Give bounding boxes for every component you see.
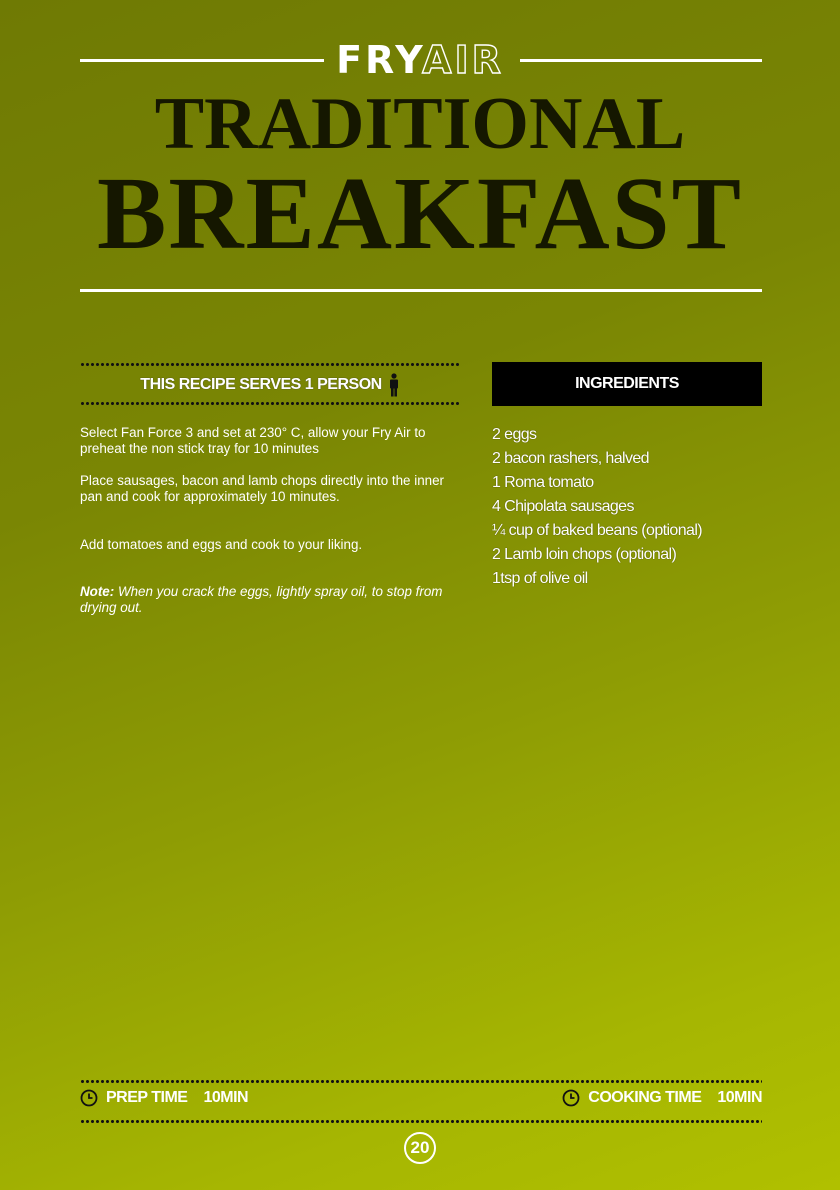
brand-logo-fry: FRY bbox=[336, 38, 423, 82]
note-label: Note: bbox=[80, 584, 115, 599]
method-step-2: Place sausages, bacon and lamb chops directly into the inner pan and cook for approximately 10 minutes. bbox=[80, 473, 444, 504]
ingredient-item: 2 bacon rashers, halved bbox=[492, 450, 649, 467]
prep-time bbox=[80, 1089, 248, 1107]
note-text: When you crack the eggs, lightly spray oil, to stop from drying out. bbox=[80, 584, 443, 615]
footer-dotted-rule-bottom bbox=[80, 1119, 762, 1124]
recipe-title-line2: BREAKFAST bbox=[97, 156, 743, 271]
serves-label: THIS RECIPE SERVES 1 PERSON bbox=[140, 376, 382, 393]
serves-banner bbox=[80, 372, 460, 398]
page-number: 20 bbox=[404, 1132, 436, 1164]
clock-icon bbox=[80, 1089, 98, 1107]
brand-logo-air: AIR bbox=[422, 38, 504, 82]
serves-dotted-rule-top bbox=[80, 362, 460, 367]
ingredient-item: 2 eggs bbox=[492, 426, 537, 443]
title-divider bbox=[80, 289, 762, 292]
cooking-time-label: COOKING TIME bbox=[588, 1089, 702, 1106]
recipe-title-line1: TRADITIONAL bbox=[154, 83, 686, 165]
ingredient-item: 4 Chipolata sausages bbox=[492, 498, 634, 515]
person-icon bbox=[388, 373, 400, 397]
prep-time-label: PREP TIME bbox=[106, 1089, 188, 1106]
clock-icon bbox=[562, 1089, 580, 1107]
method-step-3: Add tomatoes and eggs and cook to your liking. bbox=[80, 537, 363, 552]
ingredients-list bbox=[492, 423, 762, 591]
ingredients-header: INGREDIENTS bbox=[492, 362, 762, 406]
cooking-time bbox=[562, 1089, 762, 1107]
prep-time-value: 10MIN bbox=[203, 1089, 249, 1106]
method-step-1: Select Fan Force 3 and set at 230° C, allow your Fry Air to preheat the non stick tray for 10 minutes bbox=[80, 425, 426, 456]
ingredient-item: 1 Roma tomato bbox=[492, 474, 594, 491]
brand-logo bbox=[0, 38, 840, 82]
ingredient-item: 1tsp of olive oil bbox=[492, 570, 588, 587]
serves-dotted-rule-bottom bbox=[80, 401, 460, 406]
ingredient-item: ¼ cup of baked beans (optional) bbox=[492, 522, 703, 539]
ingredient-item: 2 Lamb loin chops (optional) bbox=[492, 546, 677, 563]
footer-times bbox=[80, 1089, 762, 1115]
method-note bbox=[80, 584, 460, 616]
cooking-time-value: 10MIN bbox=[717, 1089, 762, 1106]
footer-dotted-rule-top bbox=[80, 1079, 762, 1084]
